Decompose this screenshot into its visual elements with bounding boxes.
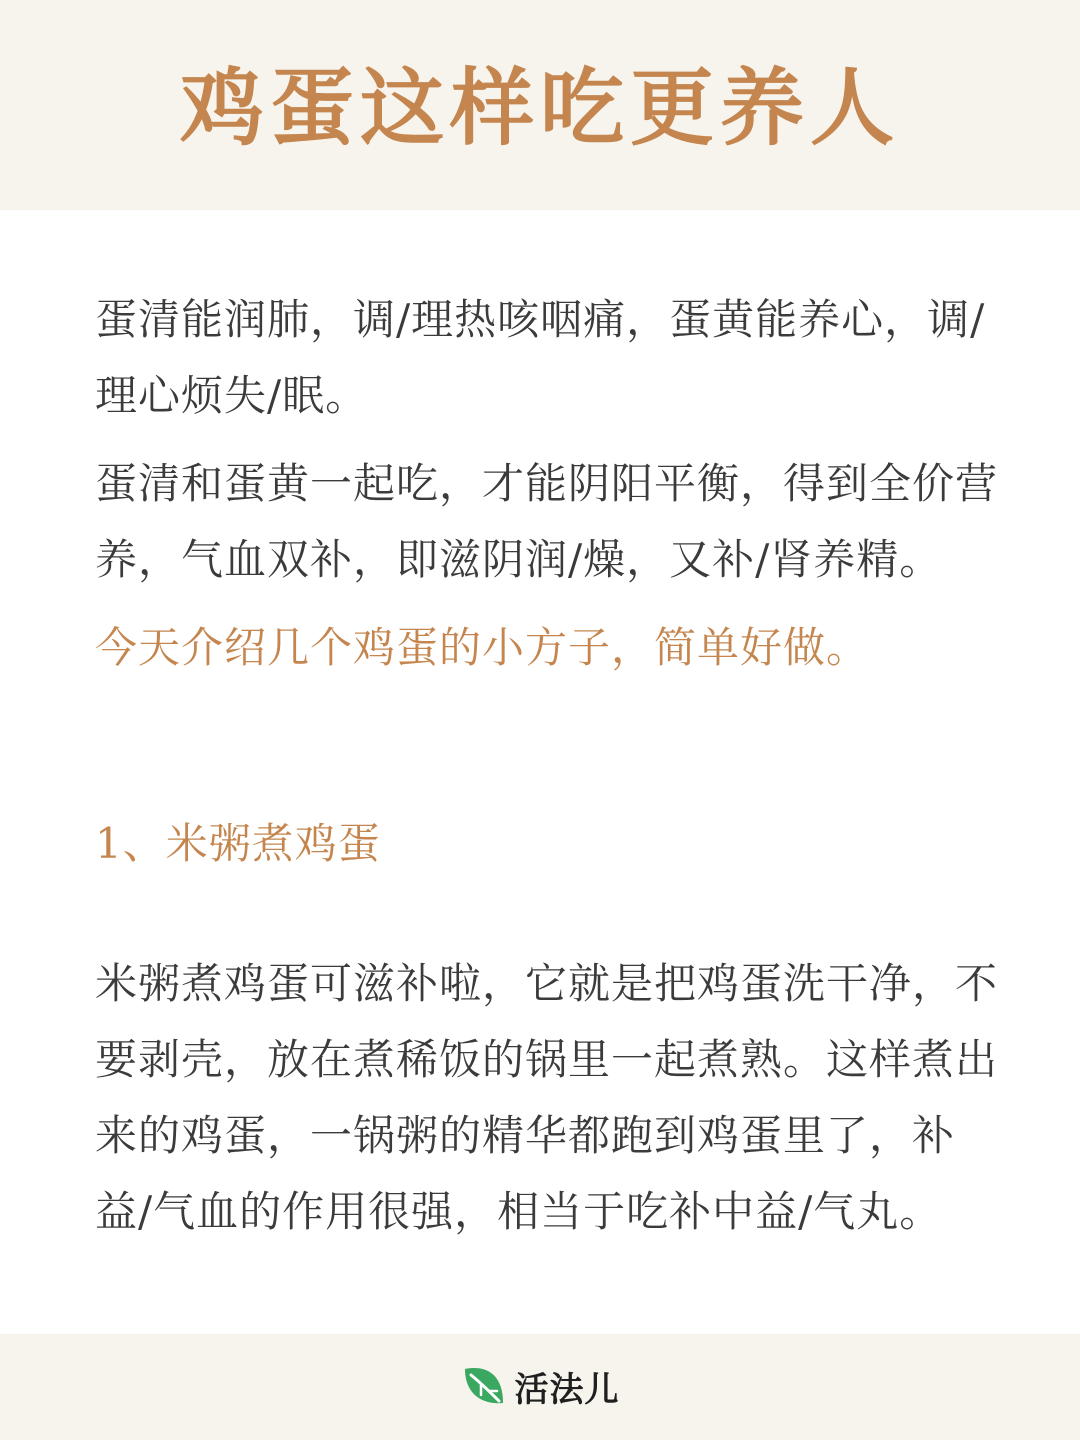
intro-paragraph-2: 蛋清和蛋黄一起吃，才能阴阳平衡，得到全价营养，气血双补，即滋阴润/燥，又补/肾养精。 [95, 459, 999, 584]
footer-band [0, 1334, 1080, 1440]
header-band [0, 0, 1080, 210]
article-content [95, 282, 1005, 1250]
brand-logo [0, 1356, 1080, 1416]
leaf-icon [461, 1363, 507, 1409]
intro-highlight: 今天介绍几个鸡蛋的小方子，简单好做。 [95, 623, 870, 672]
intro-paragraph-1: 蛋清能润肺，调/理热咳咽痛，蛋黄能养心，调/理心烦失/眠。 [95, 295, 986, 420]
section-body-1: 米粥煮鸡蛋可滋补啦，它就是把鸡蛋洗干净，不要剥壳，放在煮稀饭的锅里一起煮熟。这样煮出来的鸡蛋，一锅粥的精华都跑到鸡蛋里了，补益/气血的作用很强，相当于吃补中益/气丸。 [95, 959, 999, 1236]
section-heading-1: 1、米粥煮鸡蛋 [95, 819, 381, 868]
brand-name: 活法儿 [514, 1369, 620, 1410]
page-title: 鸡蛋这样吃更养人 [179, 58, 900, 157]
